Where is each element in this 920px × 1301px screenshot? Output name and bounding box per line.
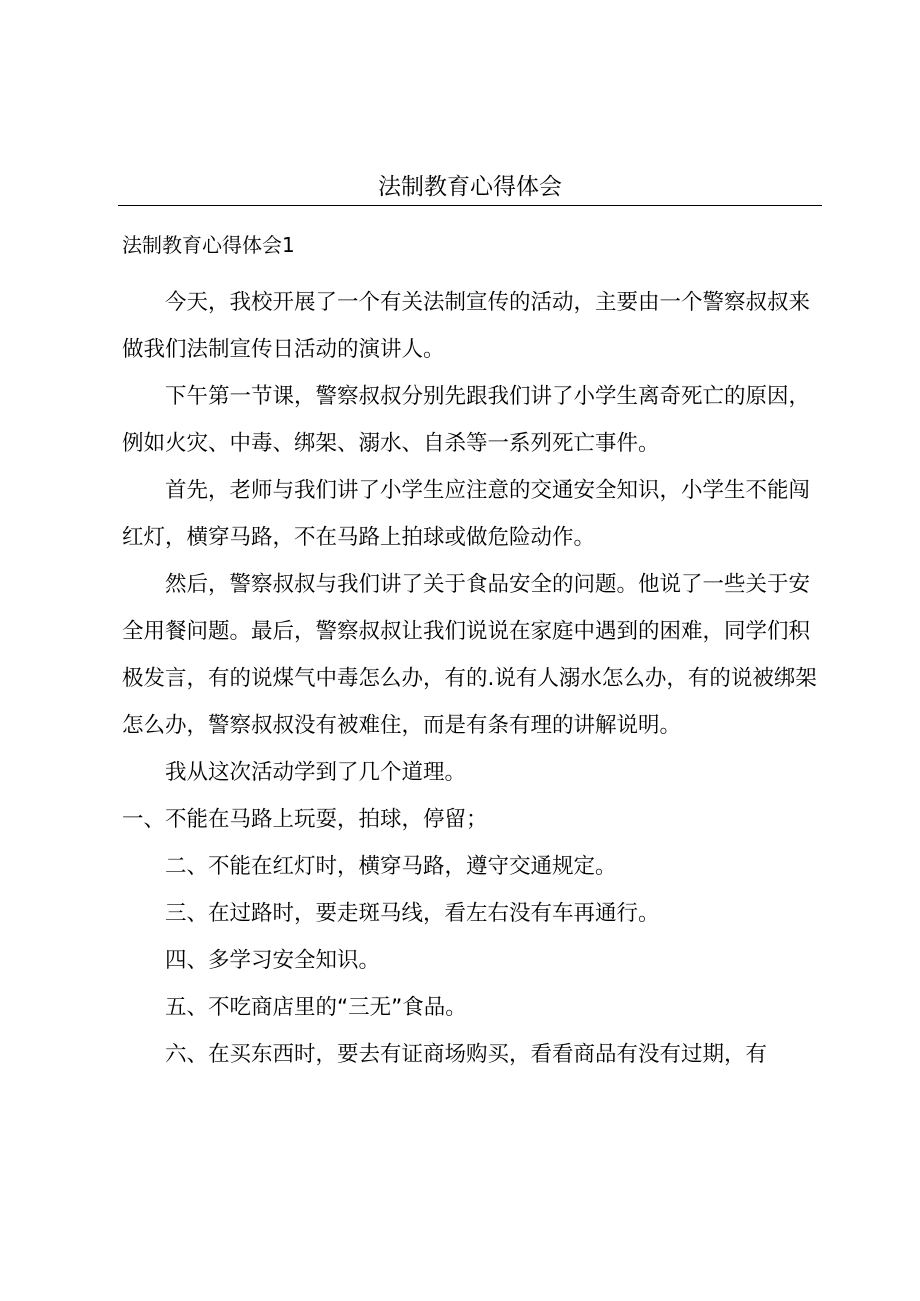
section-heading: 法制教育心得体会1 <box>122 233 295 257</box>
paragraph-traffic-safety: 首先，老师与我们讲了小学生应注意的交通安全知识，小学生不能闯红灯，横穿马路，不在马路上拍球或做危险动作。 <box>122 478 811 550</box>
paragraph-intro: 今天，我校开展了一个有关法制宣传的活动，主要由一个警察叔叔来做我们法制宣传日活动的演讲人。 <box>122 290 811 362</box>
list-item: 六、在买东西时，要去有证商场购买，看看商品有没有过期，有 <box>165 1042 768 1067</box>
paragraph-food-safety: 然后，警察叔叔与我们讲了关于食品安全的问题。他说了一些关于安全用餐问题。最后，警察叔叔让我们说说在家庭中遇到的困难，同学们积极发言，有的说煤气中毒怎么办，有的.说有人溺水怎么办，有的说被绑架怎么办，警察叔叔没有被难住，而是有条有理的讲解说明。 <box>122 572 817 738</box>
paragraph-first-lesson: 下午第一节课，警察叔叔分别先跟我们讲了小学生离奇死亡的原因，例如火灾、中毒、绑架、溺水、自杀等一系列死亡事件。 <box>122 384 811 456</box>
title-divider <box>118 205 822 206</box>
paragraph-lessons-learned: 我从这次活动学到了几个道理。 <box>165 760 467 785</box>
list-item: 二、不能在红灯时，横穿马路，遵守交通规定。 <box>165 854 617 879</box>
document-body <box>122 279 822 1078</box>
document-title: 法制教育心得体会 <box>378 174 562 200</box>
list-item: 一、不能在马路上玩耍，拍球，停留； <box>122 807 488 832</box>
list-item: 四、多学习安全知识。 <box>165 948 381 973</box>
list-item: 三、在过路时，要走斑马线，看左右没有车再通行。 <box>165 901 660 926</box>
list-item: 五、不吃商店里的“三无”食品。 <box>165 995 467 1020</box>
